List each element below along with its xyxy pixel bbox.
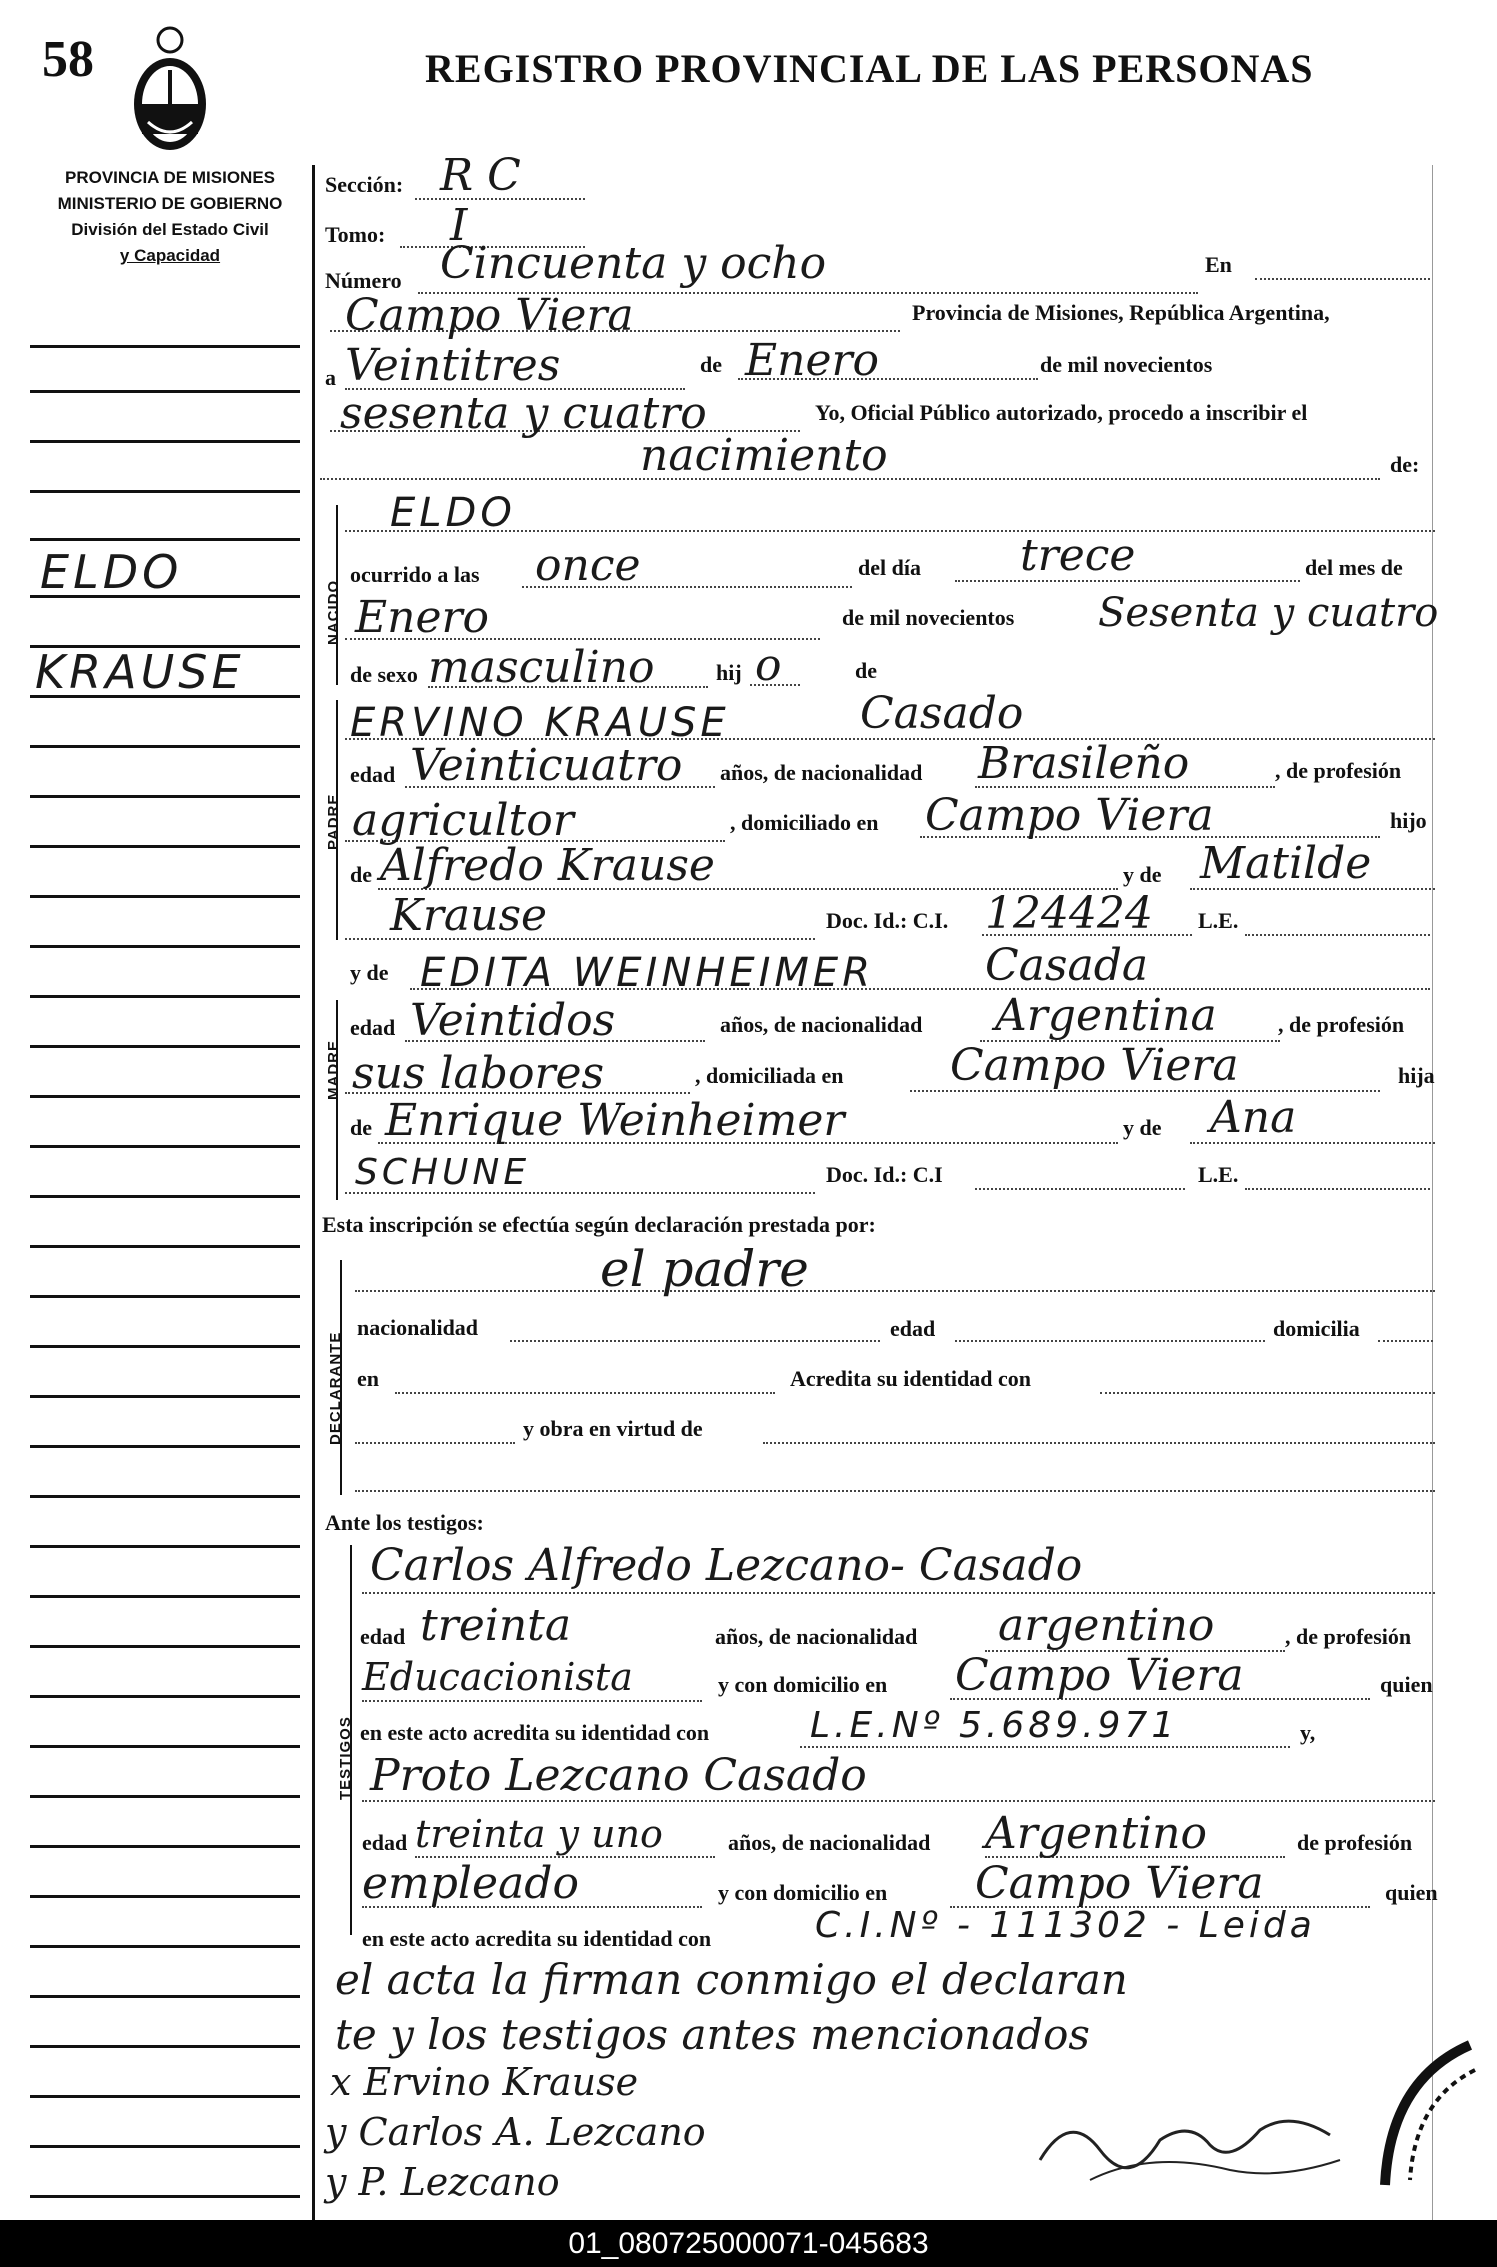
- padre-prof-value: agricultor: [352, 795, 574, 846]
- cierre-line1: el acta la firman conmigo el declaran: [335, 1955, 1128, 2004]
- lugar-value: Campo Viera: [345, 290, 634, 341]
- domiciliada-en-label: , domiciliada en: [695, 1063, 844, 1088]
- acredita3-label: en este acto acredita su identidad con: [362, 1926, 712, 1951]
- y-comma-label: y,: [1300, 1720, 1316, 1745]
- provincia-label: Provincia de Misiones, República Argentina,: [912, 300, 1330, 325]
- en2-label: en: [357, 1366, 379, 1391]
- mes-nac-value: Enero: [355, 592, 490, 643]
- padre-edad-value: Veinticuatro: [410, 740, 683, 791]
- padre-nac-value: Brasileño: [978, 738, 1190, 789]
- nacido-side-label: NACIDO: [325, 579, 342, 645]
- quien-label: quien: [1380, 1672, 1433, 1697]
- argentine-coat-of-arms-icon: [128, 22, 212, 157]
- official-signature: [1030, 2090, 1350, 2190]
- testigo1-value: Carlos Alfredo Lezcano- Casado: [370, 1540, 1083, 1591]
- de-sexo-label: de sexo: [350, 662, 418, 687]
- sexo-value: masculino: [428, 642, 655, 693]
- y-de3-label: y de: [1123, 1115, 1162, 1140]
- main-border: [312, 165, 315, 2220]
- declarante-side-label: DECLARANTE: [327, 1331, 344, 1445]
- obra-label: y obra en virtud de: [523, 1416, 703, 1441]
- anio-value: sesenta y cuatro: [340, 388, 707, 439]
- edad4-label: edad: [360, 1624, 406, 1649]
- nombre-value: ELDO: [390, 490, 516, 536]
- quien2-label: quien: [1385, 1880, 1438, 1905]
- declarante-value: el padre: [600, 1240, 809, 1298]
- abuela-m2-value: SCHUNE: [355, 1152, 531, 1193]
- ministry-block: [40, 165, 300, 269]
- con-domicilio-label: y con domicilio en: [718, 1672, 888, 1697]
- abuela-p-value: Matilde: [1200, 838, 1372, 889]
- acto-value: nacimiento: [640, 430, 888, 481]
- testigo2-value: Proto Lezcano Casado: [370, 1750, 867, 1801]
- a-label: a: [325, 365, 336, 390]
- t1-prof-value: Educacionista: [362, 1655, 633, 1699]
- le-label: L.E.: [1198, 908, 1239, 933]
- margin-note-surname: KRAUSE: [35, 645, 245, 699]
- numero-value: Cincuenta y ocho: [440, 238, 827, 289]
- de-colon-label: de:: [1390, 452, 1420, 477]
- de4-label: de: [350, 1115, 372, 1140]
- firma-testigo2: y P. Lezcano: [325, 2160, 560, 2204]
- ante-testigos-label: Ante los testigos:: [325, 1510, 484, 1535]
- hij-label: hij: [716, 660, 742, 685]
- del-dia-label: del día: [858, 555, 921, 580]
- seccion-label: Sección:: [325, 172, 404, 197]
- yo-oficial-label: Yo, Oficial Público autorizado, procedo a inscribir el: [815, 400, 1308, 425]
- domicilia-label: domicilia: [1273, 1316, 1360, 1341]
- madre-nac-value: Argentina: [995, 990, 1217, 1041]
- madre-edad-value: Veintidos: [410, 995, 616, 1046]
- padre-ci-value: 124424: [985, 888, 1153, 939]
- de-profesion4-label: de profesión: [1297, 1830, 1413, 1855]
- de-profesion2-label: , de profesión: [1278, 1012, 1405, 1037]
- t1-dom-value: Campo Viera: [955, 1650, 1244, 1701]
- de-profesion3-label: , de profesión: [1285, 1624, 1412, 1649]
- de2-label: de: [855, 658, 877, 683]
- acredita2-label: en este acto acredita su identidad con: [360, 1720, 710, 1745]
- anos-nac-label: años, de nacionalidad: [720, 760, 923, 785]
- ministry-line: y Capacidad: [119, 246, 221, 265]
- anio-nac-value: Sesenta y cuatro: [1098, 590, 1439, 636]
- t2-edad-value: treinta y uno: [415, 1812, 663, 1856]
- padre-dom-value: Campo Viera: [925, 790, 1214, 841]
- y-de2-label: y de: [350, 960, 389, 985]
- ministry-line: División del Estado Civil: [71, 220, 269, 239]
- de3-label: de: [350, 862, 372, 887]
- abuela-m-value: Ana: [1210, 1092, 1297, 1143]
- document-title: REGISTRO PROVINCIAL DE LAS PERSONAS: [425, 46, 1314, 91]
- abuelo-p-value: Alfredo Krause: [380, 840, 715, 891]
- t2-nac-value: Argentino: [985, 1808, 1207, 1859]
- madre-bracket: [336, 1000, 338, 1200]
- anos-nac3-label: años, de nacionalidad: [715, 1624, 918, 1649]
- padre-nombre-value: ERVINO KRAUSE: [350, 700, 730, 746]
- madre-prof-value: sus labores: [352, 1048, 605, 1099]
- de-mil2-label: de mil novecientos: [842, 605, 1015, 630]
- page-number: 58: [42, 31, 94, 88]
- tomo-value: I: [450, 200, 468, 251]
- edad2-label: edad: [350, 1015, 396, 1040]
- madre-dom-value: Campo Viera: [950, 1040, 1239, 1091]
- ocurrido-label: ocurrido a las: [350, 562, 480, 587]
- t1-doc-value: L.E.Nº 5.689.971: [810, 1705, 1179, 1746]
- hora-value: once: [535, 540, 641, 591]
- cierre-line2: te y los testigos antes mencionados: [335, 2010, 1090, 2059]
- ministry-line: MINISTERIO DE GOBIERNO: [57, 194, 283, 213]
- mes-value: Enero: [745, 335, 880, 386]
- firma-padre: x Ervino Krause: [330, 2060, 639, 2104]
- edad5-label: edad: [362, 1830, 408, 1855]
- padre-estado-value: Casado: [860, 688, 1024, 739]
- padre-side-label: PADRE: [325, 793, 342, 850]
- le2-label: L.E.: [1198, 1162, 1239, 1187]
- edad3-label: edad: [890, 1316, 936, 1341]
- firma-testigo1: y Carlos A. Lezcano: [325, 2110, 706, 2154]
- del-mes-label: del mes de: [1305, 555, 1403, 580]
- doc-id-label: Doc. Id.: C.I.: [826, 908, 949, 933]
- seccion-value: R C: [440, 150, 521, 201]
- dia-value: Veintitres: [345, 340, 561, 391]
- t1-edad-value: treinta: [420, 1600, 572, 1651]
- abuelo-m-value: Enrique Weinheimer: [385, 1095, 845, 1146]
- madre-side-label: MADRE: [325, 1040, 342, 1100]
- doc-id2-label: Doc. Id.: C.I: [826, 1162, 943, 1187]
- domiciliado-en-label: , domiciliado en: [730, 810, 879, 835]
- hij-suffix-value: o: [755, 640, 782, 691]
- numero-label: Número: [325, 268, 402, 293]
- abuela-p2-value: Krause: [390, 890, 548, 941]
- en-label: En: [1205, 252, 1232, 277]
- madre-nombre-value: EDITA WEINHEIMER: [420, 950, 874, 996]
- de-mil-label: de mil novecientos: [1040, 352, 1213, 377]
- hija-label: hija: [1398, 1063, 1435, 1088]
- margin-note-name: ELDO: [40, 545, 183, 599]
- de-profesion-label: , de profesión: [1275, 758, 1402, 783]
- t2-dom-value: Campo Viera: [975, 1858, 1264, 1909]
- tomo-label: Tomo:: [325, 222, 386, 247]
- t2-prof-value: empleado: [362, 1858, 579, 1909]
- anos-nac2-label: años, de nacionalidad: [720, 1012, 923, 1037]
- dia-nac-value: trece: [1020, 530, 1136, 581]
- acredita-label: Acredita su identidad con: [790, 1366, 1032, 1391]
- madre-estado-value: Casada: [985, 940, 1149, 991]
- t1-nac-value: argentino: [998, 1600, 1215, 1651]
- con-domicilio2-label: y con domicilio en: [718, 1880, 888, 1905]
- ministry-line: PROVINCIA DE MISIONES: [64, 168, 275, 187]
- official-stamp-icon: [1370, 2040, 1480, 2190]
- edad-label: edad: [350, 762, 396, 787]
- de-label: de: [700, 352, 722, 377]
- hijo-label: hijo: [1390, 808, 1427, 833]
- y-de-label: y de: [1123, 862, 1162, 887]
- nacionalidad-label: nacionalidad: [357, 1315, 479, 1340]
- t2-doc-value: C.I.Nº - 111302 - Leida: [815, 1905, 1316, 1946]
- right-border: [1432, 165, 1433, 2220]
- anos-nac4-label: años, de nacionalidad: [728, 1830, 931, 1855]
- testigos-side-label: TESTIGOS: [337, 1716, 354, 1800]
- inscripcion-label: Esta inscripción se efectúa según declaración prestada por:: [322, 1212, 876, 1237]
- footer-code: 01_080725000071-045683: [0, 2220, 1497, 2267]
